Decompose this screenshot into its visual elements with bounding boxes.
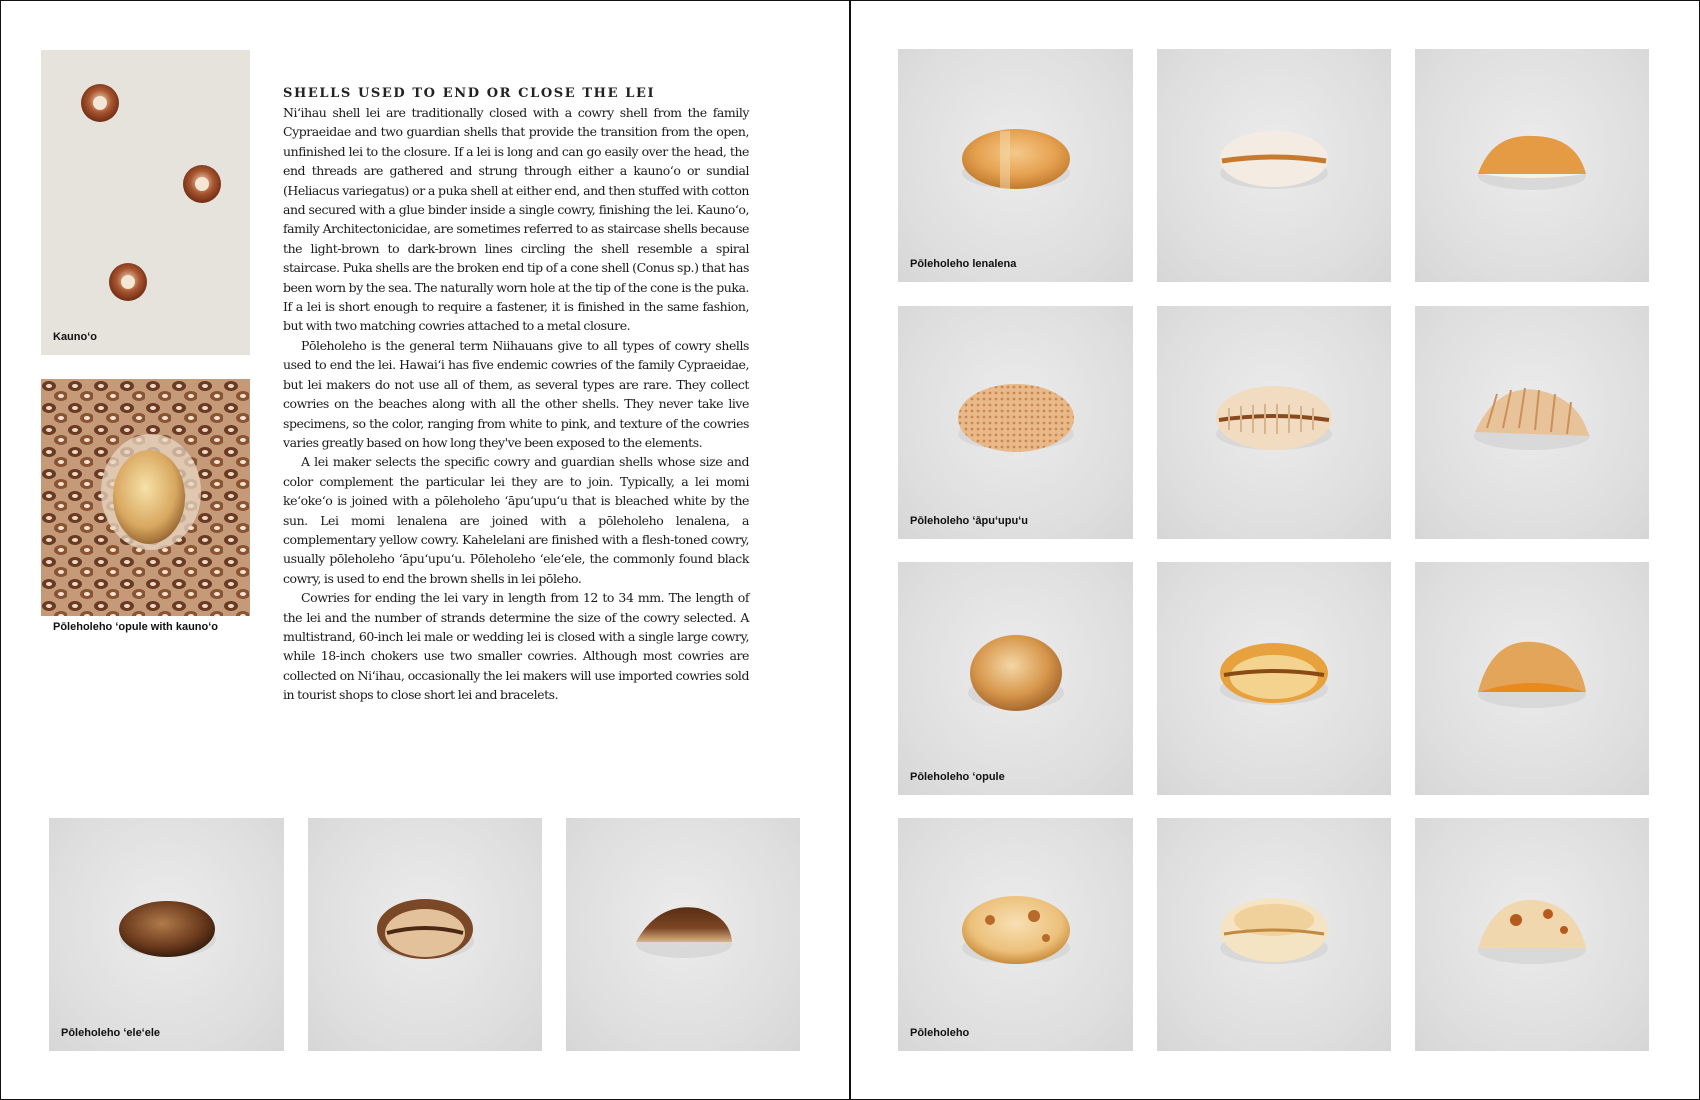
caption-lenalena: Pōleholeho lenalena — [910, 258, 1017, 270]
cowry-apuupuu-top-image — [951, 378, 1081, 458]
photo-opule-2 — [1157, 562, 1391, 795]
cowry-poleholeho-top-image — [956, 890, 1076, 970]
article-paragraph-4: Cowries for ending the lei vary in length from 12 to 34 mm. The length of the lei and the number of strands determine the size of the cowry selected. A multistrand, 60-inch lei male or wedding lei is closed with a single large cowry, while 18-inch chokers use two smaller cowries. Although most cowries are collected on Niʻihau, occasionally the lei makers will use imported cowries sold in tourist shops to close short lei and bracelets. — [283, 590, 749, 703]
cowry-poleholeho-underside-image — [1214, 890, 1334, 970]
cowry-eleele-side-image — [628, 898, 738, 962]
opule-with-kaunoo-image — [41, 379, 250, 616]
photo-lenalena-2 — [1157, 49, 1391, 282]
cowry-opule-underside-image — [1214, 637, 1334, 711]
kaunoo-shell-3 — [109, 263, 147, 301]
cowry-opule-side-image — [1472, 634, 1592, 714]
cowry-apuupuu-underside-image — [1209, 378, 1339, 458]
caption-opule-with-kaunoo-visible: Pōleholeho ʻopule with kaunoʻo — [53, 621, 218, 633]
cowry-eleele-top-image — [112, 895, 222, 965]
photo-eleele-1 — [49, 818, 284, 1051]
photo-opule-1 — [898, 562, 1133, 795]
caption-kaunoo: Kaunoʻo — [53, 331, 97, 343]
photo-kaunoo — [41, 50, 250, 355]
photo-poleholeho-1 — [898, 818, 1133, 1051]
cowry-opule-top-image — [961, 631, 1071, 717]
kaunoo-shells-image — [41, 50, 250, 355]
cowry-eleele-underside-image — [370, 893, 480, 967]
cowry-apuupuu-side-image — [1467, 378, 1597, 458]
caption-eleele: Pōleholeho ʻeleʻele — [61, 1027, 161, 1039]
photo-lenalena-1 — [898, 49, 1133, 282]
cowry-lenalena-top-image — [956, 125, 1076, 197]
caption-poleholeho: Pōleholeho — [910, 1027, 970, 1039]
article — [283, 86, 749, 705]
caption-apuupuu: Pōleholeho ʻāpuʻupuʻu — [910, 515, 1028, 527]
article-heading: SHELLS USED TO END OR CLOSE THE LEI — [283, 86, 656, 101]
photo-poleholeho-3 — [1415, 818, 1649, 1051]
article-paragraph-3: A lei maker selects the specific cowry and guardian shells whose size and color complement the particular lei they are to join. Typically, a lei momi keʻokeʻo is joined with a pōleholeho ʻāpuʻupuʻu that is bleached white by the sun. Lei momi lenalena are joined with a pōleholeho lenalena, a complementary yellow cowry. Kahelelani are finished with a flesh-toned cowry, usually pōleholeho ʻāpuʻupuʻu. Pōleholeho ʻeleʻele, the commonly found black cowry, is used to end the brown shells in lei pōleho. — [283, 454, 749, 586]
photo-opule-with-kaunoo — [41, 379, 250, 616]
photo-poleholeho-2 — [1157, 818, 1391, 1051]
kaunoo-shell-2 — [183, 165, 221, 203]
caption-opule: Pōleholeho ʻopule — [910, 771, 1005, 783]
photo-apuupuu-3 — [1415, 306, 1649, 539]
photo-eleele-3 — [566, 818, 800, 1051]
cowry-lenalena-underside-image — [1214, 125, 1334, 197]
cowry-poleholeho-side-image — [1472, 890, 1592, 970]
photo-apuupuu-2 — [1157, 306, 1391, 539]
photo-eleele-2 — [308, 818, 542, 1051]
kaunoo-shell-1 — [81, 84, 119, 122]
photo-opule-3 — [1415, 562, 1649, 795]
article-paragraph-1: Niʻihau shell lei are traditionally closed with a cowry shell from the family Cypraeidae and two guardian shells that provide the transition from the open, unfinished lei to the closure. If a lei is long and can go easily over the head, the end threads are gathered and strung through either a kaunoʻo or sundial (Heliacus variegatus) or a puka shell at either end, and then stuffed with cotton and secured with a glue binder inside a single cowry, finishing the lei. Kaunoʻo, family Architectonicidae, are sometimes referred to as staircase shells because the light-brown to dark-brown lines circling the shell resemble a spiral staircase. Puka shells are the broken end tip of a cone shell (Conus sp.) that has been worn by the sea. The naturally worn hole at the tip of the cone is the puka. If a lei is short enough to require a fastener, it is finished in the same fashion, but with two matching cowries attached to a metal closure. — [283, 105, 749, 334]
page-spine-divider — [849, 0, 851, 1100]
article-paragraph-2: Pōleholeho is the general term Niihauans give to all types of cowry shells used to end the lei. Hawaiʻi has five endemic cowries of the family Cypraeidae, but lei makers do not use all of them, as several types are rare. They collect cowries on the beaches along with all the other shells. They never take live specimens, so the color, ranging from white to pink, and texture of the cowries varies greatly based on how long they've been exposed to the elements. — [283, 337, 749, 450]
photo-lenalena-3 — [1415, 49, 1649, 282]
photo-apuupuu-1 — [898, 306, 1133, 539]
cowry-lenalena-side-image — [1472, 128, 1592, 194]
